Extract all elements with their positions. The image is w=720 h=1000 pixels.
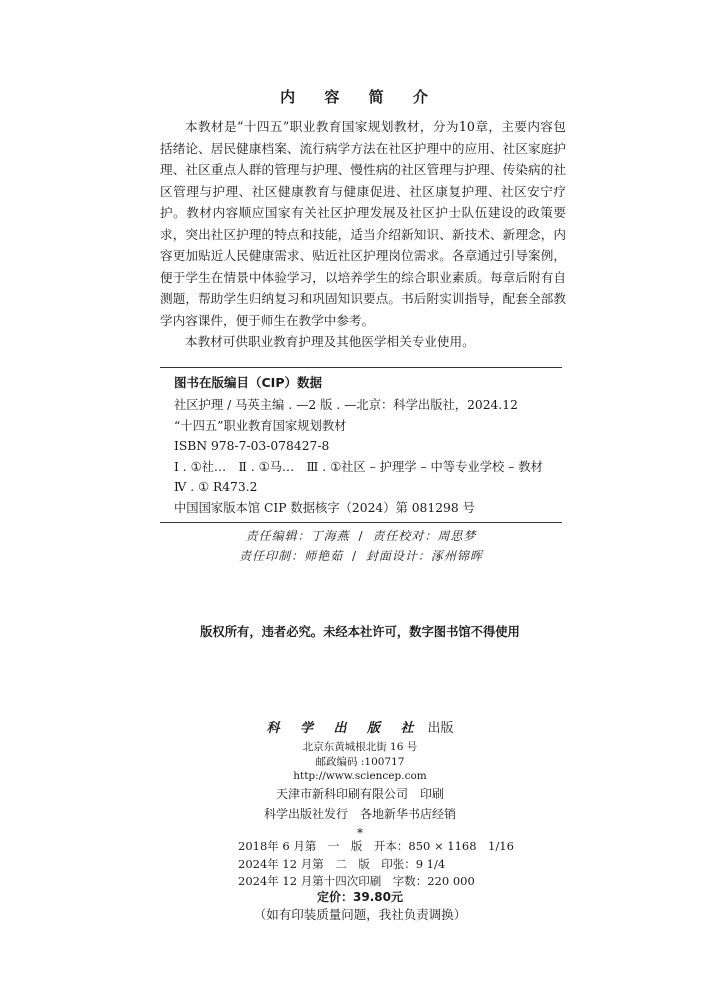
cip-line: Ⅳ . ① R473.2: [174, 480, 258, 494]
cip-line: 社区护理 / 马英主编 . —2 版 . —北京：科学出版社，2024.12: [174, 398, 518, 412]
cip-line: ISBN 978-7-03-078427-8: [174, 439, 330, 453]
separator: /: [358, 529, 364, 543]
publisher-name-row: [0, 718, 720, 740]
separator-star: *: [357, 825, 363, 840]
publisher-block: [0, 718, 720, 842]
divider: [160, 522, 562, 523]
content-summary: [160, 116, 566, 353]
publisher-address: 北京东黄城根北街 16 号: [302, 741, 418, 753]
responsible-proofreader: 责任校对：周思梦: [372, 529, 477, 543]
print-info: [238, 838, 538, 891]
summary-paragraph: 本教材可供职业教育护理及其他医学相关专业使用。: [185, 334, 475, 349]
price: 定价：39.80元: [317, 890, 403, 904]
distributor: 科学出版社发行 各地新华书店经销: [263, 806, 456, 821]
cip-block: [160, 367, 562, 566]
quality-notice: （如有印装质量问题，我社负责调换）: [253, 907, 467, 922]
cover-designer: 封面设计：涿州锦晖: [365, 549, 483, 563]
print-info-line: 2024年 12 月第十四次印刷 字数：220 000: [238, 874, 475, 888]
cip-heading: 图书在版编目（CIP）数据: [174, 375, 322, 390]
responsible-printing: 责任印制：师艳茹: [239, 549, 344, 563]
publisher-postcode: 邮政编码 :100717: [315, 755, 405, 768]
editors-row: [160, 546, 562, 566]
print-info-line: 2018年 6 月第 一 版 开本：850 × 1168 1/16: [238, 839, 514, 853]
cip-line: 中国国家版本馆 CIP 数据核字（2024）第 081298 号: [174, 500, 475, 515]
cip-line: “十四五”职业教育国家规划教材: [174, 418, 347, 433]
editors-row: [160, 526, 562, 546]
page-title: 内 容 简 介: [280, 88, 440, 106]
separator: /: [351, 549, 358, 563]
printer: 天津市新科印刷有限公司 印刷: [275, 786, 444, 801]
print-info-line: 2024年 12 月第 二 版 印张：9 1/4: [238, 856, 446, 871]
summary-paragraph: 本教材是“十四五”职业教育国家规划教材，分为10章，主要内容包括绪论、居民健康档案、流行病学方法在社区护理中的应用、社区家庭护理、社区重点人群的管理与护理、慢性病的社区管理与护理、传染病的社区管理与护理、社区健康教育与健康促进、社区康复护理、社区安宁疗护。教材内容顺应国家有关社区护理发展及社区护士队伍建设的政策要求，突出社区护理的特点和技能，适当介绍新知识、新技术、新理念，内容更加贴近人民健康需求、贴近社区护理岗位需求。各章通过引导案例，便于学生在情景中体验学习，以培养学生的综合职业素质。每章后附有自测题，帮助学生归纳复习和巩固知识要点。书后附实训指导，配套全部教学内容课件，便于师生在教学中参考。: [160, 119, 566, 328]
responsible-editor: 责任编辑：丁海燕: [245, 529, 350, 543]
publisher-logo-text: 科 学 出 版 社: [266, 721, 422, 736]
publisher-suffix: 出版: [427, 721, 454, 736]
copyright-notice: 版权所有，违者必究。未经本社许可，数字图书馆不得使用: [200, 625, 520, 639]
publisher-url: http://www.sciencep.com: [293, 770, 427, 782]
cip-line: Ⅰ . ①社… Ⅱ . ①马… Ⅲ . ①社区 – 护理学 – 中等专业学校 – 教材: [174, 459, 543, 474]
editors-block: [160, 526, 562, 566]
cip-body: [160, 395, 562, 518]
